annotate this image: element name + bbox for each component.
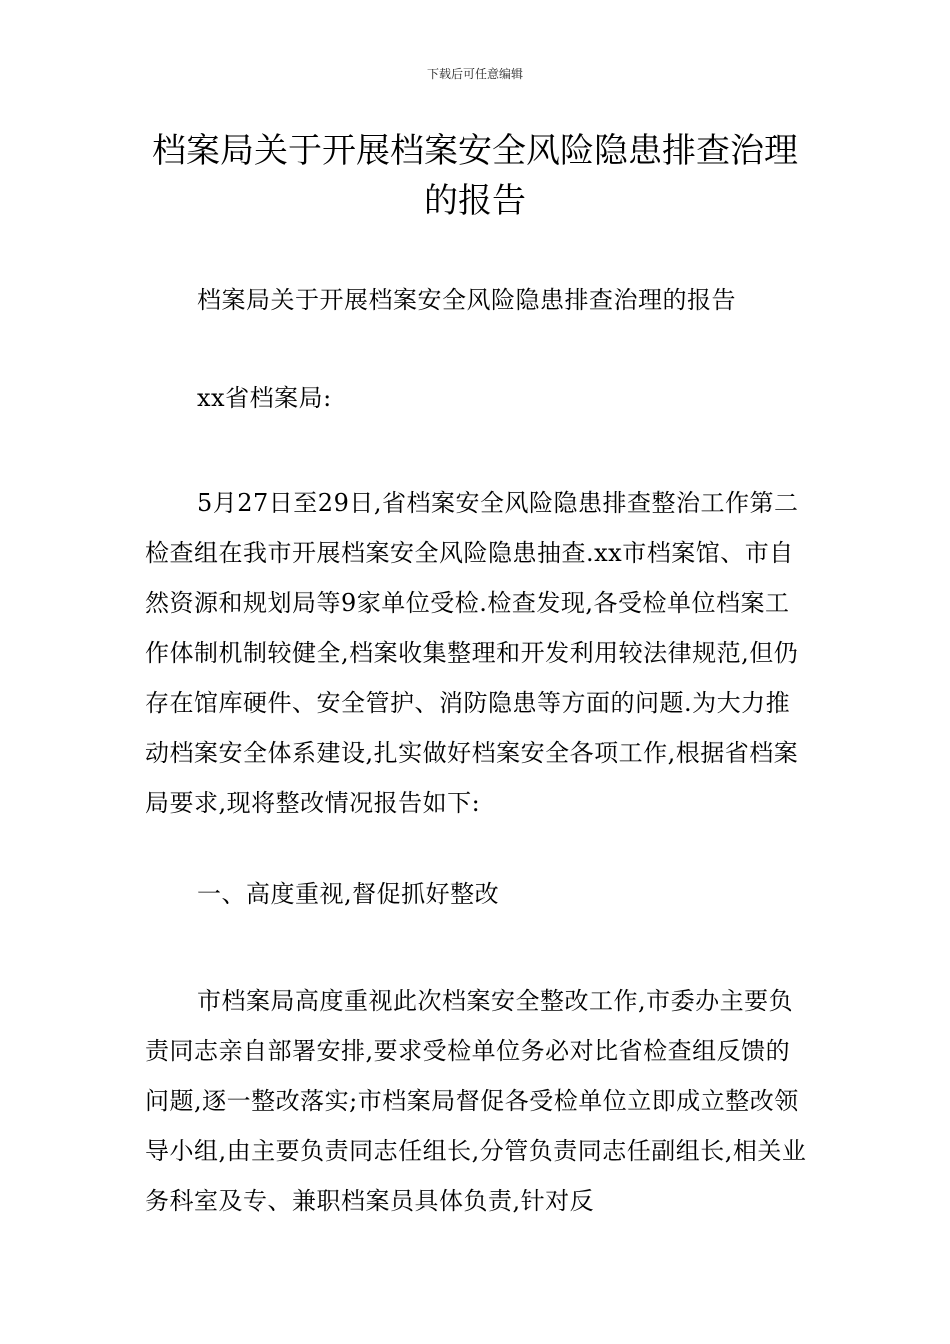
salutation-text: xx省档案局: (197, 384, 332, 412)
document-title: 档案局关于开展档案安全风险隐患排查治理的报告 (152, 131, 798, 221)
paragraph-1-text: 5月27日至29日,省档案安全风险隐患排查整治工作第二检查组在我市开展档案安全风险隐患抽查.xx市档案馆、市自然资源和规划局等9家单位受检.检查发现,各受检单位档案工作体制机制较健全,档案收集整理和开发利用较法律规范,但仍存在馆库硬件、安全管护、消防隐患等方面的问题.为大力推动档案安全体系建设,扎实做好档案安全各项工作,根据省档案局要求,现将整改情况报告如下: (145, 489, 799, 817)
section-1-heading-text: 一、高度重视,督促抓好整改 (197, 880, 500, 908)
salutation (145, 382, 810, 414)
document-subtitle (145, 284, 810, 316)
paragraph-1 (145, 478, 810, 828)
section-1-heading (145, 878, 810, 910)
header-note: 下载后可任意编辑 (426, 67, 523, 81)
paragraph-2-text: 市档案局高度重视此次档案安全整改工作,市委办主要负责同志亲自部署安排,要求受检单位务必对比省检查组反馈的问题,逐一整改落实;市档案局督促各受检单位立即成立整改领导小组,由主要负责同志任组长,分管负责同志任副组长,相关业务科室及专、兼职档案员具体负责,针对反 (145, 987, 807, 1215)
subtitle-text: 档案局关于开展档案安全风险隐患排查治理的报告 (197, 286, 736, 314)
paragraph-2 (145, 976, 810, 1226)
